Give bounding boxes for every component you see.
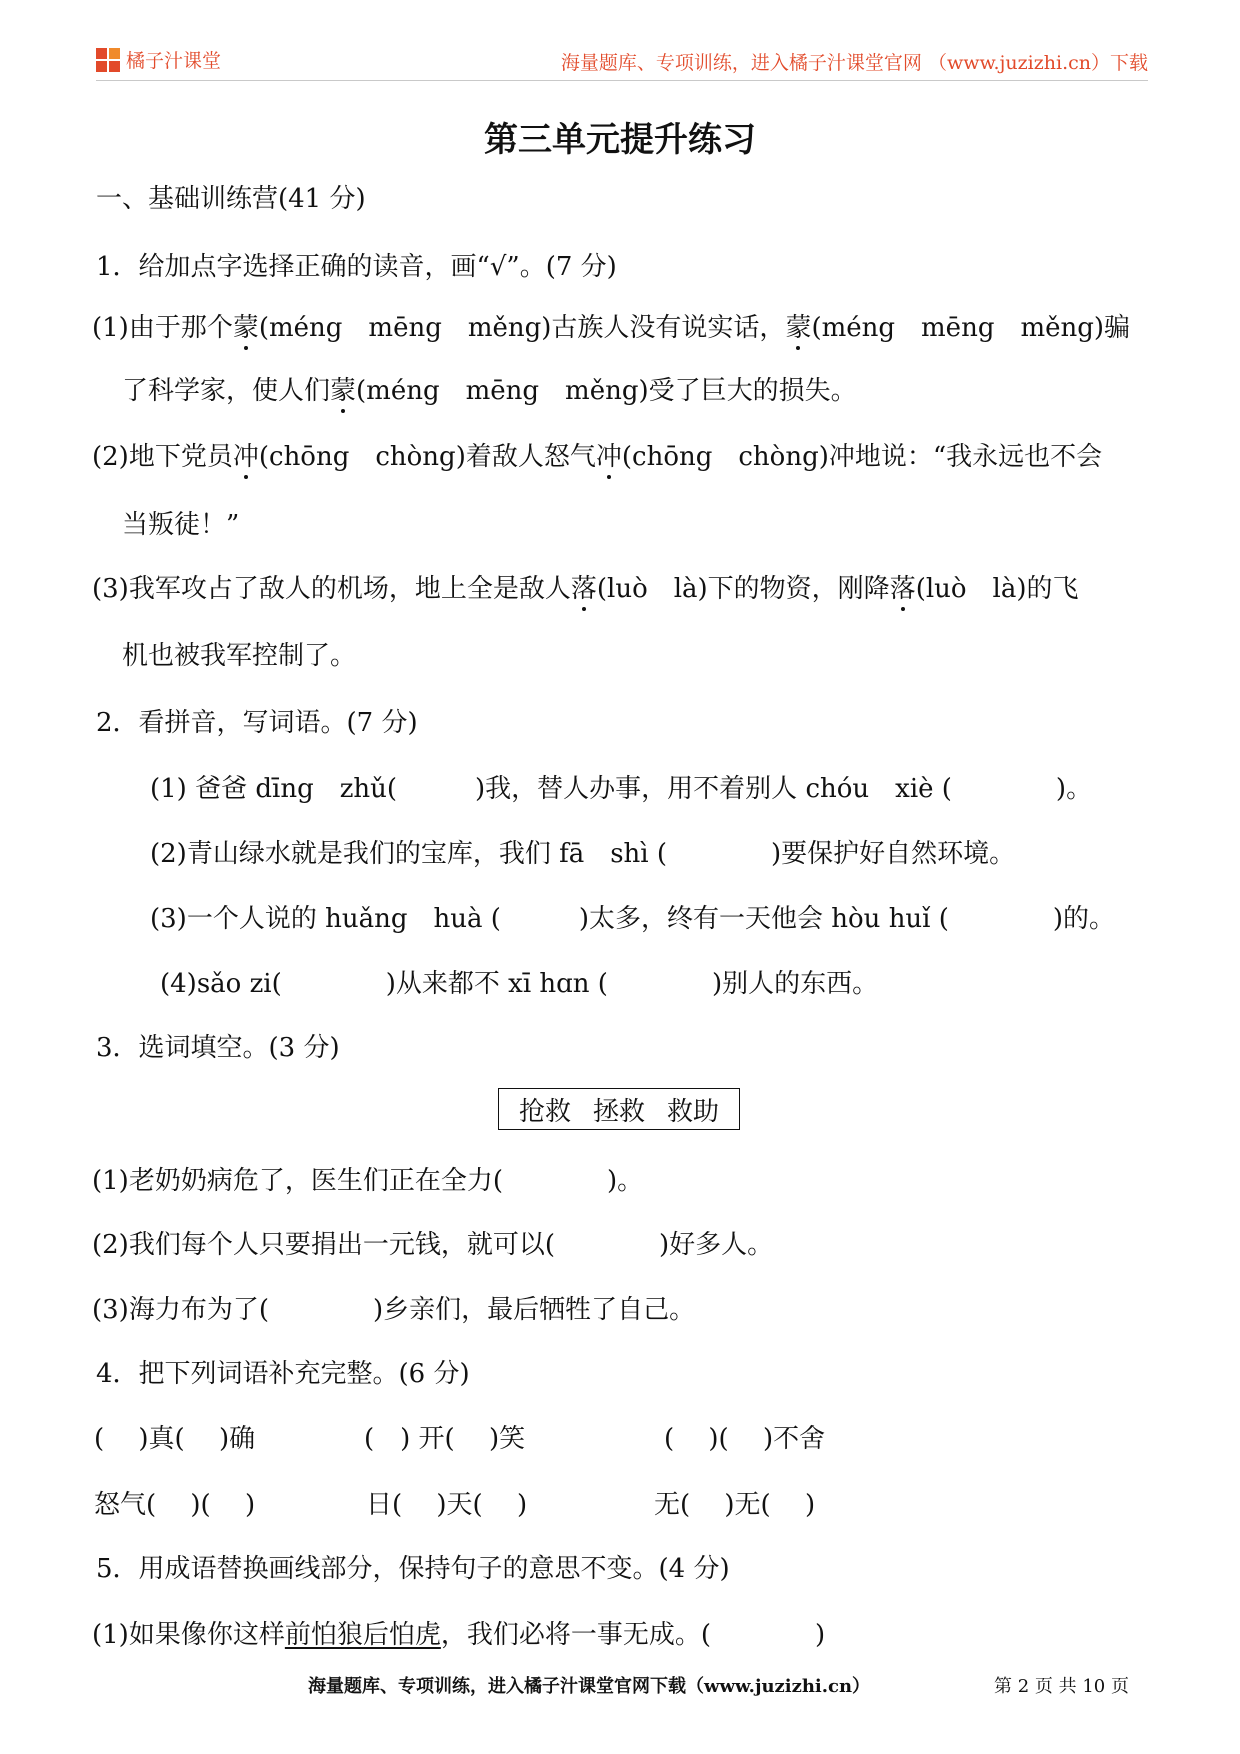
idiom-blank-1: ( )真( )确: [94, 1424, 256, 1454]
page-header: [96, 40, 1148, 81]
word-choice: 拯救: [592, 1096, 645, 1127]
question-2-item-4: (4)sǎo zi( )从来都不 xī hɑn ( )别人的东西。: [160, 969, 879, 999]
question-1-heading: 1．给加点字选择正确的读音，画“√”。(7 分): [96, 252, 617, 282]
underlined-phrase: 前怕狼后怕虎: [284, 1620, 441, 1650]
question-2-item-3: (3)一个人说的 huǎng huà ( )太多，终有一天他会 hòu huǐ ( )的。: [150, 904, 1116, 934]
logo-text: 橘子汁课堂: [126, 50, 222, 72]
question-2-item-1: (1) 爸爸 dīng zhǔ( )我，替人办事，用不着别人 chóu xiè ( )。: [150, 774, 1093, 804]
page-title: 第三单元提升练习: [484, 120, 756, 160]
logo-icon: [96, 48, 120, 72]
word-choice: 抢救: [518, 1096, 571, 1127]
dotted-char: 落: [890, 568, 916, 605]
idiom-blank-5: 日( )天( ): [366, 1490, 528, 1520]
question-3-item-1: (1)老奶奶病危了，医生们正在全力( )。: [92, 1166, 644, 1196]
site-logo[interactable]: [96, 46, 221, 73]
section-heading: 一、基础训练营(41 分): [96, 184, 366, 214]
question-3-item-2: (2)我们每个人只要捐出一元钱，就可以( )好多人。: [92, 1230, 774, 1260]
word-choice-box: [498, 1088, 740, 1130]
question-1-item-3-cont: 机也被我军控制了。: [122, 641, 357, 671]
dotted-char: 落: [571, 568, 597, 605]
question-5-item-1: (1)如果像你这样前怕狼后怕虎，我们必将一事无成。( ): [92, 1620, 826, 1650]
idiom-blank-4: 怒气( )( ): [94, 1490, 256, 1520]
word-choice: 救助: [667, 1096, 720, 1127]
question-3-item-3: (3)海力布为了( )乡亲们，最后牺牲了自己。: [92, 1295, 696, 1325]
question-2-heading: 2．看拼音，写词语。(7 分): [96, 708, 418, 738]
idiom-blank-2: ( ) 开( )笑: [364, 1424, 526, 1454]
dotted-char: 蒙: [330, 370, 356, 407]
question-1-item-2: (2)地下党员冲(chōng chòng)着敌人怒气冲(chōng chòng)冲地说：“我永远也不会: [92, 436, 1102, 473]
dotted-char: 冲: [233, 436, 259, 473]
question-3-heading: 3．选词填空。(3 分): [96, 1033, 340, 1063]
question-4-heading: 4．把下列词语补充完整。(6 分): [96, 1359, 470, 1389]
question-5-heading: 5．用成语替换画线部分，保持句子的意思不变。(4 分): [96, 1554, 730, 1584]
dotted-char: 冲: [596, 436, 622, 473]
dotted-char: 蒙: [233, 307, 259, 344]
question-1-item-1: (1)由于那个蒙(méng mēng měng)古族人没有说实话，蒙(méng mēng měng)骗: [92, 307, 1130, 344]
footer-slogan: 海量题库、专项训练，进入橘子汁课堂官网下载（www.juzizhi.cn）: [308, 1676, 871, 1697]
question-1-item-2-cont: 当叛徒！”: [122, 510, 240, 540]
question-1-item-3: (3)我军攻占了敌人的机场，地上全是敌人落(luò là)下的物资，刚降落(luò là)的飞: [92, 568, 1079, 605]
question-2-item-2: (2)青山绿水就是我们的宝库，我们 fā shì ( )要保护好自然环境。: [150, 839, 1016, 869]
page-number: 第 2 页 共 10 页: [994, 1676, 1129, 1697]
idiom-blank-6: 无( )无( ): [654, 1490, 816, 1520]
header-slogan: 海量题库、专项训练，进入橘子汁课堂官网 （www.juzizhi.cn）下载: [560, 52, 1148, 74]
question-1-item-1-cont: 了科学家，使人们蒙(méng mēng měng)受了巨大的损失。: [122, 370, 857, 407]
dotted-char: 蒙: [785, 307, 811, 344]
idiom-blank-3: ( )( )不舍: [664, 1424, 826, 1454]
